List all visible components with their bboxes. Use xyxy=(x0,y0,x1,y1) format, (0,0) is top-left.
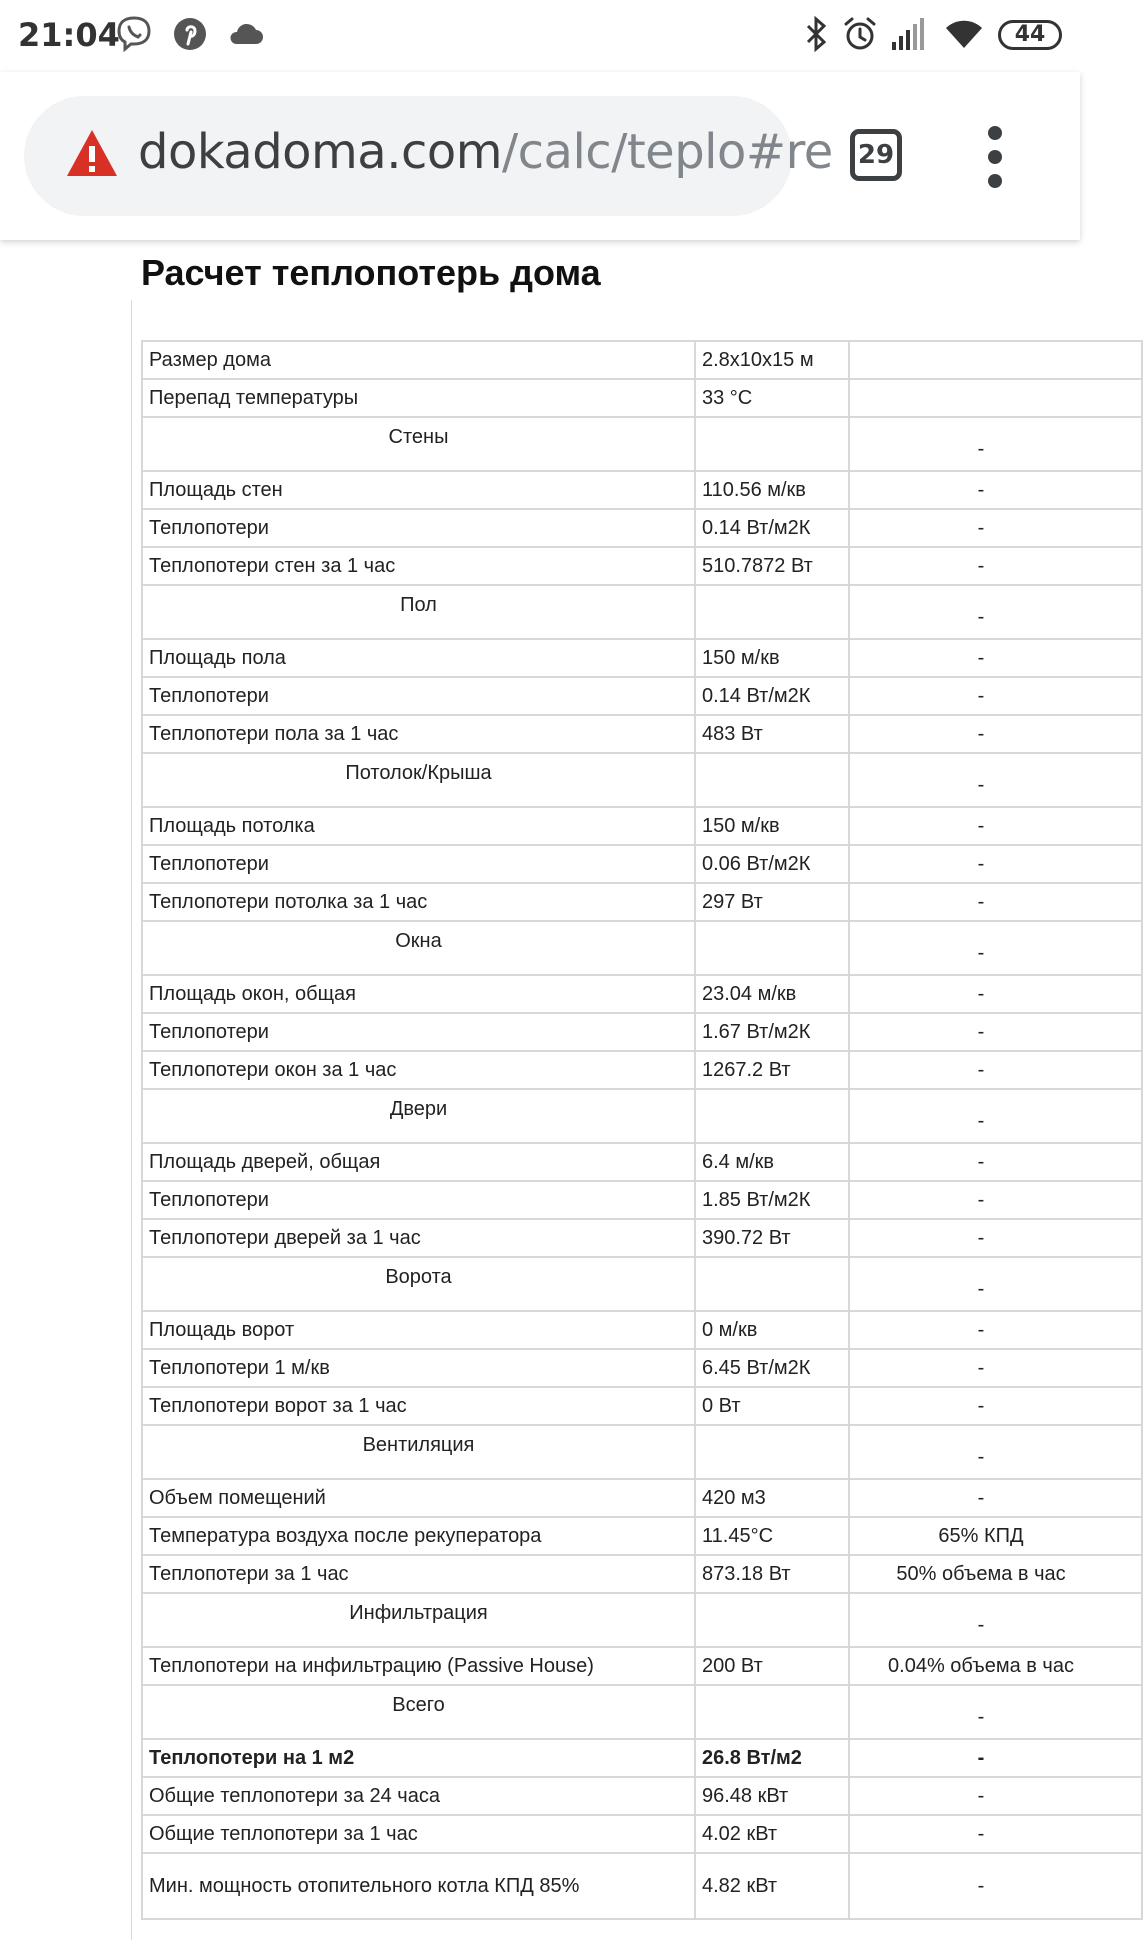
parameter-label: Теплопотери на 1 м2 xyxy=(149,1746,355,1769)
url-path: /calc/teplo#re xyxy=(501,124,833,180)
parameter-label: Размер дома xyxy=(149,348,271,371)
parameter-label-cell xyxy=(142,1517,695,1555)
parameter-note: - xyxy=(977,941,985,964)
page-content xyxy=(0,240,1080,1920)
parameter-value-cell xyxy=(695,1219,849,1257)
table-row xyxy=(142,639,1142,677)
parameter-label-cell xyxy=(142,1647,695,1685)
parameter-value-cell xyxy=(695,1311,849,1349)
parameter-note: - xyxy=(977,852,985,875)
parameter-value-cell xyxy=(695,677,849,715)
parameter-label-cell xyxy=(142,1181,695,1219)
parameter-note-cell xyxy=(849,1349,1142,1387)
parameter-note-cell xyxy=(849,471,1142,509)
parameter-value-cell xyxy=(695,1815,849,1853)
table-section-row xyxy=(142,1685,1142,1739)
table-section-row xyxy=(142,753,1142,807)
parameter-label-cell xyxy=(142,715,695,753)
parameter-value-cell xyxy=(695,1143,849,1181)
table-row xyxy=(142,547,1142,585)
parameter-note-cell xyxy=(849,1853,1142,1919)
parameter-value: 390.72 Вт xyxy=(702,1226,791,1249)
alarm-icon xyxy=(840,14,880,54)
parameter-note-cell xyxy=(849,509,1142,547)
parameter-value-cell xyxy=(695,1479,849,1517)
section-heading-cell xyxy=(142,1593,695,1647)
parameter-label-cell xyxy=(142,1739,695,1777)
parameter-value-cell xyxy=(695,975,849,1013)
parameter-value: 1.67 Вт/м2К xyxy=(702,1020,811,1043)
parameter-label-cell xyxy=(142,509,695,547)
page-title: Расчет теплопотерь дома xyxy=(141,252,601,293)
parameter-note-cell xyxy=(849,1311,1142,1349)
table-row xyxy=(142,715,1142,753)
parameter-value-cell xyxy=(695,1425,849,1479)
parameter-note: - xyxy=(977,773,985,796)
parameter-value-cell xyxy=(695,807,849,845)
section-heading-cell xyxy=(142,1425,695,1479)
parameter-note: - xyxy=(977,1188,985,1211)
parameter-note: - xyxy=(977,646,985,669)
section-heading: Окна xyxy=(395,930,442,952)
table-row xyxy=(142,1479,1142,1517)
address-bar[interactable] xyxy=(24,96,833,216)
parameter-note-cell xyxy=(849,1479,1142,1517)
parameter-label: Теплопотери стен за 1 час xyxy=(149,554,396,577)
parameter-note: - xyxy=(977,478,985,501)
parameter-note-cell xyxy=(849,1257,1142,1311)
parameter-note-cell xyxy=(849,921,1142,975)
parameter-note: - xyxy=(977,890,985,913)
parameter-value-cell xyxy=(695,1739,849,1777)
parameter-label-cell xyxy=(142,1387,695,1425)
parameter-label-cell xyxy=(142,1143,695,1181)
parameter-label: Теплопотери окон за 1 час xyxy=(149,1058,397,1081)
parameter-value: 483 Вт xyxy=(702,722,763,745)
table-row xyxy=(142,1181,1142,1219)
status-time: 21:04 xyxy=(18,16,120,54)
parameter-value-cell xyxy=(695,1593,849,1647)
table-section-row xyxy=(142,921,1142,975)
parameter-note: - xyxy=(977,1150,985,1173)
parameter-label: Площадь дверей, общая xyxy=(149,1150,381,1173)
parameter-label-cell xyxy=(142,1013,695,1051)
parameter-label-cell xyxy=(142,379,695,417)
url-text[interactable] xyxy=(138,124,833,180)
section-heading: Всего xyxy=(392,1694,445,1716)
section-heading: Потолок/Крыша xyxy=(345,762,492,784)
parameter-note: - xyxy=(977,684,985,707)
parameter-note: - xyxy=(977,1875,985,1897)
parameter-note: - xyxy=(977,1822,985,1845)
wifi-icon xyxy=(944,14,984,54)
parameter-note-cell xyxy=(849,1593,1142,1647)
parameter-value-cell xyxy=(695,1257,849,1311)
table-section-row xyxy=(142,585,1142,639)
parameter-value: 23.04 м/кв xyxy=(702,982,797,1005)
parameter-label-cell xyxy=(142,471,695,509)
parameter-note: 0.04% объема в час xyxy=(888,1654,1074,1677)
table-row xyxy=(142,509,1142,547)
parameter-note-cell xyxy=(849,1555,1142,1593)
parameter-value: 0 м/кв xyxy=(702,1318,758,1341)
parameter-note-cell xyxy=(849,379,1142,417)
parameter-note: - xyxy=(977,1109,985,1132)
parameter-value-cell xyxy=(695,715,849,753)
parameter-value: 510.7872 Вт xyxy=(702,554,813,577)
parameter-label-cell xyxy=(142,1219,695,1257)
parameter-label: Общие теплопотери за 1 час xyxy=(149,1822,418,1845)
parameter-note: - xyxy=(977,1058,985,1081)
table-row xyxy=(142,1739,1142,1777)
parameter-value: 873.18 Вт xyxy=(702,1562,791,1585)
section-heading-cell xyxy=(142,1089,695,1143)
parameter-value: 33 °C xyxy=(702,386,753,409)
parameter-label-cell xyxy=(142,639,695,677)
parameter-label: Теплопотери дверей за 1 час xyxy=(149,1226,421,1249)
parameter-value-cell xyxy=(695,1555,849,1593)
table-section-row xyxy=(142,1593,1142,1647)
parameter-note-cell xyxy=(849,1143,1142,1181)
parameter-note: - xyxy=(977,516,985,539)
section-heading-cell xyxy=(142,753,695,807)
url-host: dokadoma.com xyxy=(138,124,502,180)
parameter-label: Температура воздуха после рекуператора xyxy=(149,1524,542,1547)
parameter-note-cell xyxy=(849,807,1142,845)
parameter-value: 0.14 Вт/м2К xyxy=(702,516,811,539)
section-heading-cell xyxy=(142,921,695,975)
parameter-label: Мин. мощность отопительного котла КПД 85% xyxy=(149,1875,580,1897)
warning-icon[interactable] xyxy=(64,126,120,182)
parameter-label: Площадь потолка xyxy=(149,814,315,837)
parameter-note-cell xyxy=(849,1051,1142,1089)
overflow-menu-button[interactable] xyxy=(980,122,1010,192)
table-row xyxy=(142,807,1142,845)
parameter-note-cell xyxy=(849,1013,1142,1051)
parameter-value-cell xyxy=(695,1051,849,1089)
parameter-label-cell xyxy=(142,341,695,379)
parameter-note-cell xyxy=(849,1181,1142,1219)
table-row xyxy=(142,1387,1142,1425)
table-row xyxy=(142,471,1142,509)
parameter-note-cell xyxy=(849,1517,1142,1555)
table-row xyxy=(142,1219,1142,1257)
parameter-note-cell xyxy=(849,1089,1142,1143)
parameter-note-cell xyxy=(849,341,1142,379)
parameter-note-cell xyxy=(849,1647,1142,1685)
parameter-value-cell xyxy=(695,883,849,921)
parameter-value-cell xyxy=(695,417,849,471)
parameter-value-cell xyxy=(695,1647,849,1685)
parameter-value-cell xyxy=(695,547,849,585)
parameter-label: Площадь стен xyxy=(149,478,283,501)
parameter-note: - xyxy=(977,1356,985,1379)
parameter-note-cell xyxy=(849,1777,1142,1815)
parameter-note-cell xyxy=(849,1219,1142,1257)
table-row xyxy=(142,1815,1142,1853)
table-section-row xyxy=(142,1257,1142,1311)
section-heading: Ворота xyxy=(385,1266,452,1288)
parameter-label: Теплопотери xyxy=(149,516,269,539)
parameter-label: Площадь пола xyxy=(149,646,286,669)
parameter-note-cell xyxy=(849,845,1142,883)
parameter-value: 110.56 м/кв xyxy=(702,478,806,501)
table-row xyxy=(142,379,1142,417)
parameter-note-cell xyxy=(849,883,1142,921)
menu-dot-icon xyxy=(988,126,1002,140)
parameter-value-cell xyxy=(695,509,849,547)
pinterest-icon xyxy=(170,14,210,54)
section-heading: Стены xyxy=(388,426,449,448)
menu-dot-icon xyxy=(988,150,1002,164)
parameter-note-cell xyxy=(849,753,1142,807)
parameter-value-cell xyxy=(695,1089,849,1143)
section-heading-cell xyxy=(142,1257,695,1311)
battery-indicator: 44 xyxy=(998,20,1062,50)
parameter-label: Теплопотери пола за 1 час xyxy=(149,722,399,745)
parameter-note-cell xyxy=(849,1815,1142,1853)
parameter-note: - xyxy=(977,1746,985,1769)
table-section-row xyxy=(142,1089,1142,1143)
parameter-note-cell xyxy=(849,547,1142,585)
table-section-row xyxy=(142,1425,1142,1479)
parameter-label-cell xyxy=(142,1479,695,1517)
parameter-label: Теплопотери xyxy=(149,684,269,707)
parameter-note: - xyxy=(977,1613,985,1636)
table-row xyxy=(142,1349,1142,1387)
section-heading: Пол xyxy=(400,594,437,616)
parameter-label-cell xyxy=(142,1777,695,1815)
parameter-label-cell xyxy=(142,677,695,715)
table-row xyxy=(142,883,1142,921)
signal-icon xyxy=(888,14,928,54)
parameter-note-cell xyxy=(849,639,1142,677)
parameter-label-cell xyxy=(142,1815,695,1853)
parameter-value-cell xyxy=(695,1181,849,1219)
parameter-note: - xyxy=(977,1705,985,1728)
table-row xyxy=(142,1517,1142,1555)
parameter-label: Теплопотери потолка за 1 час xyxy=(149,890,428,913)
parameter-value-cell xyxy=(695,639,849,677)
parameter-note: - xyxy=(977,1318,985,1341)
parameter-label-cell xyxy=(142,807,695,845)
parameter-value: 4.82 кВт xyxy=(702,1875,778,1897)
parameter-note: - xyxy=(977,1020,985,1043)
table-row xyxy=(142,975,1142,1013)
menu-dot-icon xyxy=(988,174,1002,188)
parameter-value: 96.48 кВт xyxy=(702,1784,789,1807)
parameter-value-cell xyxy=(695,1013,849,1051)
parameter-value-cell xyxy=(695,1777,849,1815)
section-heading: Инфильтрация xyxy=(349,1602,488,1624)
parameter-value-cell xyxy=(695,585,849,639)
viber-icon xyxy=(114,14,154,54)
parameter-value: 1.85 Вт/м2К xyxy=(702,1188,811,1211)
parameter-note-cell xyxy=(849,975,1142,1013)
parameter-note: - xyxy=(977,1394,985,1417)
parameter-value: 11.45°C xyxy=(702,1524,774,1547)
parameter-label: Площадь окон, общая xyxy=(149,982,356,1005)
parameter-label-cell xyxy=(142,547,695,585)
table-row xyxy=(142,845,1142,883)
heat-loss-table xyxy=(141,340,1143,1920)
parameter-label: Теплопотери 1 м/кв xyxy=(149,1356,330,1379)
parameter-label-cell xyxy=(142,883,695,921)
table-section-row xyxy=(142,417,1142,471)
parameter-label: Теплопотери xyxy=(149,1020,269,1043)
parameter-label: Теплопотери за 1 час xyxy=(149,1562,349,1585)
parameter-label: Теплопотери xyxy=(149,852,269,875)
parameter-label: Теплопотери на инфильтрацию (Passive House) xyxy=(149,1654,594,1677)
parameter-label: Перепад температуры xyxy=(149,386,359,409)
parameter-label-cell xyxy=(142,1051,695,1089)
parameter-label: Площадь ворот xyxy=(149,1318,295,1341)
parameter-value-cell xyxy=(695,471,849,509)
section-heading-cell xyxy=(142,1685,695,1739)
section-heading: Вентиляция xyxy=(362,1434,475,1456)
parameter-value: 200 Вт xyxy=(702,1654,763,1677)
parameter-note-cell xyxy=(849,1685,1142,1739)
parameter-label-cell xyxy=(142,1311,695,1349)
parameter-value: 0.06 Вт/м2К xyxy=(702,852,811,875)
parameter-note-cell xyxy=(849,677,1142,715)
parameter-label-cell xyxy=(142,1853,695,1919)
table-row xyxy=(142,1555,1142,1593)
parameter-value-cell xyxy=(695,1853,849,1919)
parameter-label: Теплопотери ворот за 1 час xyxy=(149,1394,407,1417)
parameter-label-cell xyxy=(142,975,695,1013)
parameter-note-cell xyxy=(849,1387,1142,1425)
parameter-value: 4.02 кВт xyxy=(702,1822,778,1845)
parameter-value: 297 Вт xyxy=(702,890,763,913)
parameter-note: 65% КПД xyxy=(938,1524,1024,1547)
parameter-note-cell xyxy=(849,1425,1142,1479)
parameter-note: - xyxy=(977,1486,985,1509)
parameter-value: 6.45 Вт/м2К xyxy=(702,1356,811,1379)
parameter-note: - xyxy=(977,1226,985,1249)
parameter-note: - xyxy=(977,814,985,837)
table-row xyxy=(142,341,1142,379)
parameter-value: 150 м/кв xyxy=(702,814,780,837)
parameter-label: Общие теплопотери за 24 часа xyxy=(149,1784,440,1807)
parameter-note: 50% объема в час xyxy=(896,1562,1066,1585)
parameter-note: - xyxy=(977,982,985,1005)
parameter-value: 0 Вт xyxy=(702,1394,741,1417)
parameter-value: 420 м3 xyxy=(702,1486,766,1509)
parameter-value-cell xyxy=(695,1517,849,1555)
parameter-value-cell xyxy=(695,1349,849,1387)
table-row xyxy=(142,1051,1142,1089)
status-bar xyxy=(0,0,1080,72)
table-row xyxy=(142,677,1142,715)
parameter-label-cell xyxy=(142,1349,695,1387)
parameter-note: - xyxy=(977,1784,985,1807)
parameter-value: 1267.2 Вт xyxy=(702,1058,791,1081)
parameter-value: 2.8x10x15 м xyxy=(702,348,814,371)
parameter-note-cell xyxy=(849,715,1142,753)
parameter-value-cell xyxy=(695,379,849,417)
content-divider xyxy=(131,300,132,1940)
heat-loss-table-body xyxy=(142,341,1142,1919)
section-heading: Двери xyxy=(389,1098,448,1120)
parameter-note: - xyxy=(977,722,985,745)
table-row xyxy=(142,1311,1142,1349)
parameter-note: - xyxy=(977,437,985,460)
parameter-note-cell xyxy=(849,585,1142,639)
parameter-note: - xyxy=(977,1277,985,1300)
table-row xyxy=(142,1777,1142,1815)
parameter-label-cell xyxy=(142,1555,695,1593)
parameter-value: 0.14 Вт/м2К xyxy=(702,684,811,707)
browser-toolbar xyxy=(0,72,1080,240)
parameter-value-cell xyxy=(695,341,849,379)
parameter-value: 26.8 Вт/м2 xyxy=(702,1746,802,1769)
table-row xyxy=(142,1013,1142,1051)
parameter-value-cell xyxy=(695,921,849,975)
parameter-value-cell xyxy=(695,1685,849,1739)
parameter-label-cell xyxy=(142,845,695,883)
table-row xyxy=(142,1143,1142,1181)
cloud-icon xyxy=(226,14,266,54)
parameter-value-cell xyxy=(695,1387,849,1425)
parameter-value-cell xyxy=(695,845,849,883)
section-heading-cell xyxy=(142,585,695,639)
tab-switcher-button[interactable]: 29 xyxy=(850,129,902,181)
table-row xyxy=(142,1853,1142,1919)
parameter-value: 6.4 м/кв xyxy=(702,1150,775,1173)
parameter-note: - xyxy=(977,605,985,628)
parameter-value: 150 м/кв xyxy=(702,646,780,669)
section-heading-cell xyxy=(142,417,695,471)
bluetooth-icon xyxy=(796,14,836,54)
parameter-label: Теплопотери xyxy=(149,1188,269,1211)
parameter-note-cell xyxy=(849,417,1142,471)
parameter-value-cell xyxy=(695,753,849,807)
parameter-note: - xyxy=(977,1445,985,1468)
parameter-label: Объем помещений xyxy=(149,1486,326,1509)
table-row xyxy=(142,1647,1142,1685)
parameter-note: - xyxy=(977,554,985,577)
parameter-note-cell xyxy=(849,1739,1142,1777)
